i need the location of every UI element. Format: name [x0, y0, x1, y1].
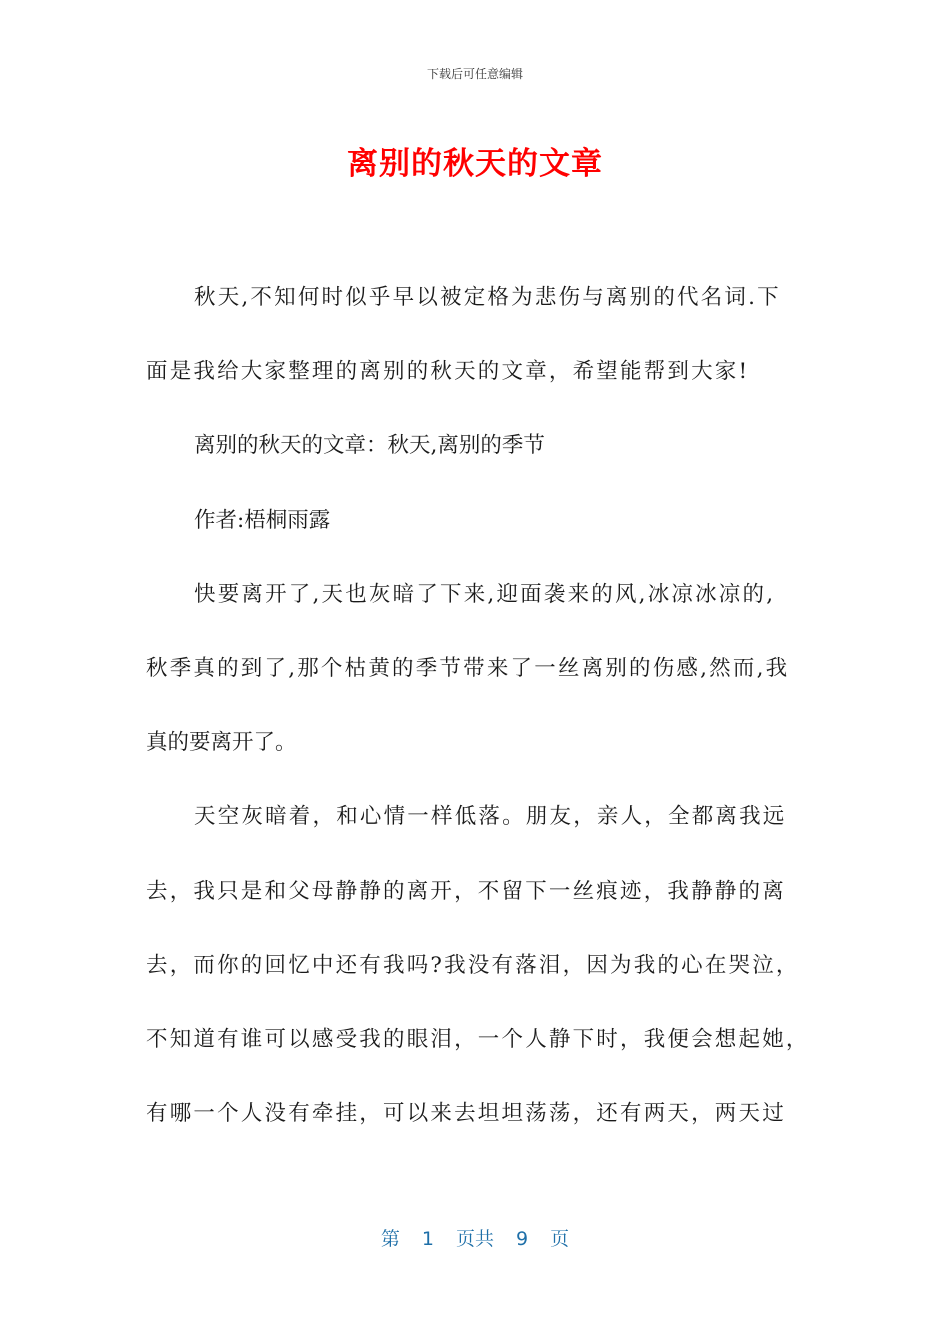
paragraph-line: 去，而你的回忆中还有我吗?我没有落泪，因为我的心在哭泣，: [146, 952, 800, 978]
paragraph-line: 真的要离开了。: [146, 730, 297, 756]
page-footer: [0, 1224, 950, 1254]
footer-prefix: 第: [380, 1228, 400, 1250]
footer-total-pages: 9: [516, 1228, 529, 1250]
document-title: 离别的秋天的文章: [347, 146, 603, 182]
header-note: 下载后可任意编辑: [426, 67, 523, 81]
paragraph-line: 去，我只是和父母静静的离开，不留下一丝痕迹，我静静的离: [146, 878, 786, 904]
paragraph-line: 面是我给大家整理的离别的秋天的文章，希望能帮到大家!: [146, 359, 750, 385]
footer-suffix: 页: [550, 1228, 570, 1250]
paragraph-line: 有哪一个人没有牵挂，可以来去坦坦荡荡，还有两天，两天过: [146, 1101, 786, 1127]
footer-middle: 页共: [455, 1228, 494, 1250]
paragraph-line: 快要离开了,天也灰暗了下来,迎面袭来的风,冰凉冰凉的,: [194, 581, 776, 607]
paragraph-line: 秋天,不知何时似乎早以被定格为悲伤与离别的代名词.下: [194, 285, 781, 310]
article-author: 作者:梧桐雨露: [194, 507, 331, 533]
document-body: [146, 261, 811, 1151]
article-subtitle: 离别的秋天的文章：秋天,离别的季节: [194, 433, 545, 459]
paragraph-line: 天空灰暗着，和心情一样低落。朋友，亲人，全都离我远: [194, 804, 787, 830]
footer-page-number: 1: [421, 1228, 434, 1250]
paragraph-line: 不知道有谁可以感受我的眼泪，一个人静下时，我便会想起她，: [146, 1026, 810, 1052]
paragraph-line: 秋季真的到了,那个枯黄的季节带来了一丝离别的伤感,然而,我: [146, 655, 790, 681]
